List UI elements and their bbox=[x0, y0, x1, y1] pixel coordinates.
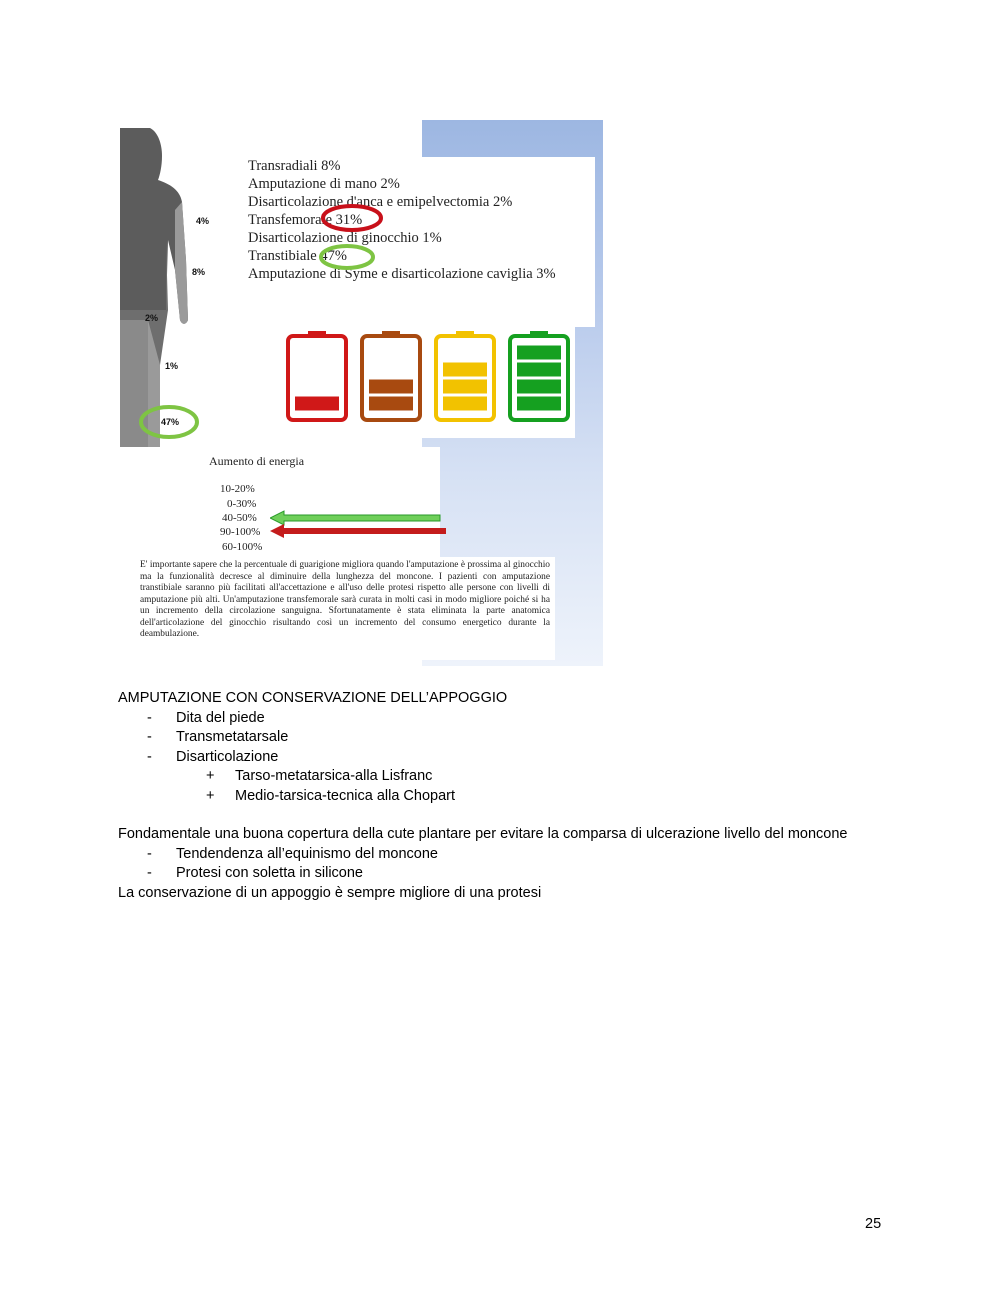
section-heading: AMPUTAZIONE CON CONSERVAZIONE DELL’APPOGGIO bbox=[118, 690, 508, 706]
body-label-knee: 1% bbox=[165, 361, 179, 371]
amputation-percentage-list bbox=[248, 157, 556, 283]
list-item: Transradiali 8% bbox=[248, 158, 341, 174]
page-number: 25 bbox=[865, 1216, 882, 1232]
energy-item: 40-50% bbox=[222, 512, 257, 524]
body-label-hip: 2% bbox=[145, 313, 159, 323]
battery-segment bbox=[443, 363, 487, 377]
list-item: Protesi con soletta in silicone bbox=[176, 865, 363, 881]
energy-item: 60-100% bbox=[222, 541, 263, 553]
sublist-item: Medio-tarsica-tecnica alla Chopart bbox=[235, 788, 456, 804]
battery-segment bbox=[443, 380, 487, 394]
list-item: Disarticolazione bbox=[176, 749, 279, 765]
paragraph: Fondamentale una buona copertura della cute plantare per evitare la comparsa di ulcerazione livello del moncone bbox=[118, 826, 848, 842]
battery-icon bbox=[436, 331, 494, 420]
energy-item: 0-30% bbox=[227, 498, 257, 510]
list-bullet: - bbox=[147, 749, 152, 765]
energy-batteries bbox=[275, 320, 575, 438]
energy-item: 90-100% bbox=[220, 526, 261, 538]
sublist-item: Tarso-metatarsica-alla Lisfranc bbox=[235, 768, 433, 784]
battery-segment bbox=[517, 380, 561, 394]
red-arrow-icon bbox=[270, 523, 448, 539]
battery-segment bbox=[517, 346, 561, 360]
battery-segment bbox=[369, 397, 413, 411]
green-circle-highlight bbox=[318, 243, 376, 271]
list-item: Disarticolazione d'anca e emipelvectomia 2% bbox=[248, 194, 513, 210]
list-item: Transmetatarsale bbox=[176, 729, 289, 745]
list-bullet: - bbox=[147, 846, 152, 862]
battery-icon bbox=[510, 331, 568, 420]
battery-segment bbox=[295, 397, 339, 411]
list-item: Amputazione di Syme e disarticolazione caviglia 3% bbox=[248, 266, 556, 282]
battery-segment bbox=[517, 397, 561, 411]
closing-sentence: La conservazione di un appoggio è sempre migliore di una protesi bbox=[118, 885, 542, 901]
amputation-infographic bbox=[120, 120, 603, 666]
energy-title: Aumento di energia bbox=[209, 454, 305, 468]
list-item: Transtibiale 47% bbox=[248, 248, 347, 264]
sublist-bullet: + bbox=[206, 768, 215, 784]
human-silhouette-illustration bbox=[120, 120, 250, 450]
list-item: Tendendenza all’equinismo del moncone bbox=[176, 846, 438, 862]
body-label-transtibial: 47% bbox=[161, 417, 180, 427]
list-item: Disarticolazione di ginocchio 1% bbox=[248, 230, 442, 246]
sublist-bullet: + bbox=[206, 788, 215, 804]
body-label-forearm: 8% bbox=[192, 267, 206, 277]
list-bullet: - bbox=[147, 710, 152, 726]
battery-segment bbox=[517, 363, 561, 377]
red-circle-highlight bbox=[320, 202, 384, 234]
list-bullet: - bbox=[147, 729, 152, 745]
energy-item: 10-20% bbox=[220, 483, 255, 495]
list-item: Amputazione di mano 2% bbox=[248, 176, 400, 192]
list-item: Dita del piede bbox=[176, 710, 265, 726]
battery-segment bbox=[443, 397, 487, 411]
battery-icon bbox=[288, 331, 346, 420]
note-paragraph: E' importante sapere che la percentuale di guarigione migliora quando l'amputazione è prossima al ginocchio ma la funzionalità decresce al diminuire della lunghezza del moncone. I pazienti con amputazione transtibiale saranno più facilitati all'accettazione e all'uso delle protesi rispetto alle persone con livelli di amputazione più alti. Un'amputazione transfemorale sarà curata in molti casi in modo migliore poiché si ha un incremento della circolazione sanguigna. Sfortunatamente è stata eliminata la parte anatomica dell'articolazione del ginocchio risultando così un incremento del consumo energetico durante la deambulazione. bbox=[135, 557, 555, 660]
body-label-hand: 4% bbox=[196, 216, 210, 226]
list-item: Transfemorale 31% bbox=[248, 212, 363, 228]
battery-segment bbox=[369, 380, 413, 394]
battery-icon bbox=[362, 331, 420, 420]
list-bullet: - bbox=[147, 865, 152, 881]
